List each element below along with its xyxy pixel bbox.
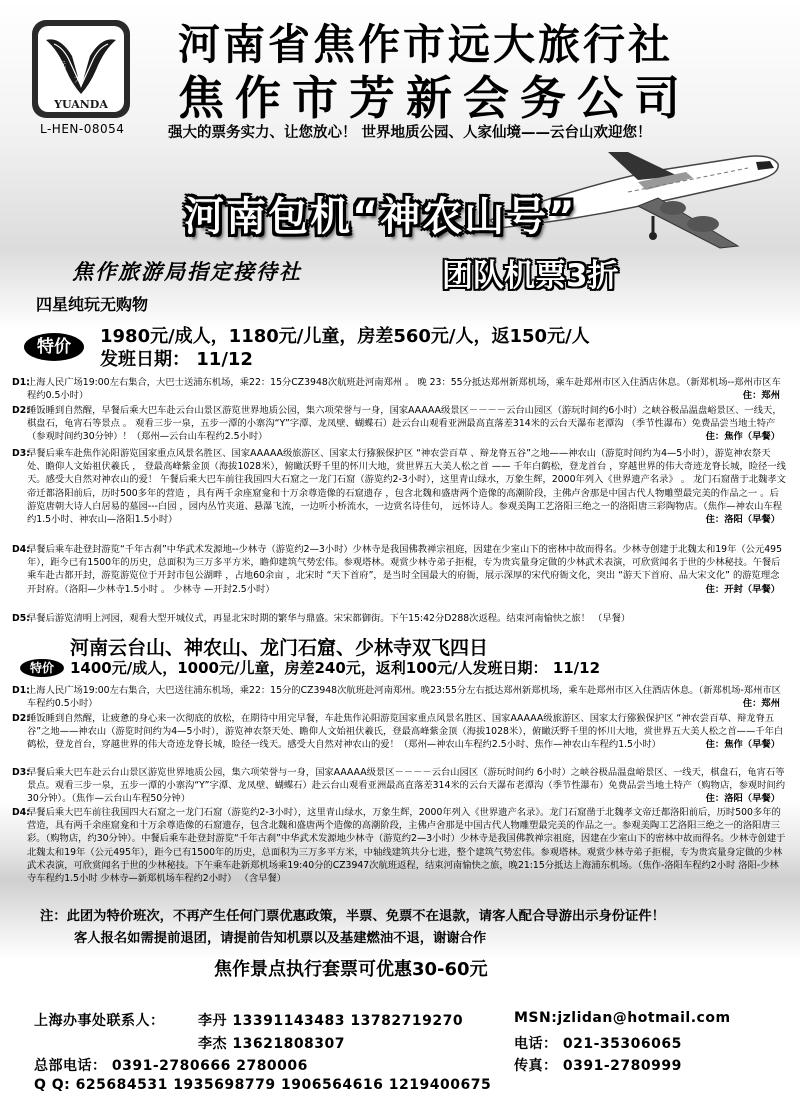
day-label: D1: [12, 377, 30, 388]
special-price-badge: 特价 [20, 659, 64, 677]
special-price-badge: 特价 [24, 333, 84, 361]
itinerary-day [12, 806, 788, 885]
office-phone: 电话： 021-35306065 [514, 1036, 682, 1052]
day-label: D1: [12, 685, 30, 696]
tour1-price: 1980元/成人，1180元/儿童，房差560元/人，返150元/人 [100, 326, 590, 347]
day-text: 早餐后乘车赴焦作沁阳游览国家重点风景名胜区、国家AAAAA级旅游区、国家太行猕猴保护区 “神农尝百草 、辩龙脊五谷”之地——神农山（游览时间约为4—5小时），游览神农祭天处、瞻仰人文始祖伏羲氏 ， 登最高峰紫金顶（海拔1028米），俯瞰沃野千里的怀川大地，赏世界五大美人松之首 —— 千年白鹤松，登龙首台 ，穿越世界的伟大奇迹龙脊长城，睑径一线天。感受大自然对神农山的爱！ 午餐后乘大巴车前往我国四大石窟之一龙门石窟（游览约2-3小时），这里青山绿水，万象生辉，2000年列入《世界遗产名录》 。 龙门石窟凿于北魏孝文帝迁都洛阳前后，历时500多年的营造 ，具有两千余座窟龛和十万余尊造像的石窟遗存 ，包含北魏和盛唐两个造像的高潮阶段，主佛卢舍那是中国古代人物雕塑最完美的作品之一 。后游览唐朝大诗人白居易的墓园---白园 ，园内丛竹夹道、悬瀑飞流，一边听小桥流水，一边赏名诗佳句， 远怀诗人。参观美陶工艺洛阳三绝之一的洛阳唐三彩陶物店。（焦作—神农山车程约1.5小时、神农山—洛阳1.5小时） [27, 448, 786, 526]
qq-numbers: Q Q: 625684531 1935698779 1906564616 1219400675 [34, 1077, 492, 1093]
slogan: 强大的票务实力、让您放心！ 世界地质公园、人家仙境——云台山欢迎您！ [168, 125, 652, 141]
tour1-departure: 发班日期： 11/12 [100, 349, 253, 370]
notice [40, 906, 665, 950]
day-label: D2: [12, 713, 30, 724]
day-label: D4: [12, 807, 30, 818]
day-stay: 住：郑州 [739, 389, 780, 402]
itinerary-day [12, 447, 788, 526]
agency-title: 河南省焦作市远大旅行社 [178, 20, 674, 69]
itinerary-day [12, 712, 788, 752]
day-stay: 住：焦作（早餐） [702, 430, 780, 443]
day-stay: 住：焦作（早餐） [702, 738, 780, 751]
designated-agency: 焦作旅游局指定接待社 [72, 260, 302, 284]
tour2-title: 河南云台山、神农山、龙门石窟、少林寺双飞四日 [70, 637, 489, 659]
itinerary-day [12, 376, 788, 402]
msn-contact: MSN:jzlidan@hotmail.com [514, 1010, 731, 1026]
notice-line: 注：此团为特价班次，不再产生任何门票优惠政策，半票、免票不在退款，请客人配合导游出示身份证件！ [40, 909, 665, 924]
day-text: 上海人民广场19:00左右集合，大巴士送浦东机场，乘22：15分CZ3948次航班赴河南郑州 。 晚 23：55分抵达郑州新郑机场，乘车赴郑州市区入住酒店休息。（新郑机场--郑州市区车程约0.5小时） [27, 377, 781, 402]
contact-person-2: 李杰 13621808307 [198, 1036, 346, 1052]
svg-text:大: 大 [74, 75, 82, 84]
charter-headline: 河南包机“神农山号” [184, 194, 577, 240]
itinerary-day [12, 766, 788, 806]
itinerary-day [12, 404, 788, 444]
logo-wordmark: YUANDA [54, 98, 108, 111]
day-text: 早餐后乘大巴车前往我国四大石窟之一龙门石窟（游览约2-3小时），这里青山绿水，万象生辉，2000年列入《世界遗产名录》。龙门石窟凿于北魏孝文帝迁都洛阳前后，历时500多年的营造，具有两千余座窟龛和十万余尊造像的石窟遗存，包含北魏和盛唐两个造像的高潮阶段，主佛卢舍那是中国古代人物雕塑最完美的作品之一。参观美陶工艺洛阳三绝之一的洛阳唐三彩。（购物店，约30分钟）。中餐后乘车赴登封游览“千年古刹”中华武术发源地少林寺（游览约2—3小时）少林寺是我国佛教禅宗祖庭，因建在少室山下的密林中故而得名。少林寺创建于北魏太和19年（公元495年），距今已有1500年的历史，总面积为三万多平方米，中轴线建筑共分七进，整个建筑气势宏伟。参观塔林。观赏少林寺弟子拒棍，专为贵宾量身定做的少林武术表演，可欣赏闻名于世的少林秘技。下午乘车赴新郑机场乘19:40分的CZ3947次航班返程，结束河南愉快之旅，晚21:15分抵达上海浦东机场。（焦作-洛阳车程约2小时 洛阳-少林寺车程约1.5小时 少林寺—新郑机场车程约2小时） （含早餐） [27, 807, 786, 885]
day-label: D2: [12, 405, 30, 416]
itinerary-day [12, 612, 788, 625]
yuanda-logo [32, 20, 130, 118]
day-text: 睡饭睡到自然醒，早餐后乘大巴车赴云台山景区游览世界地质公园，集六项荣誉与一身，国家AAAAA级景区－－－－云台山园区（游玩时间约6小时）之峡谷极品温盘峪景区、一线天，棋盘石，龟宵石等景点 。 观看三步一泉，五步一潭的小寨沟“Y”字潭、龙凤壁、蝴蝶石）赴云台山观看亚洲最高直落差314米的云台天瀑布老潭沟 （季节性瀑布）免费品尝当地土特产（参观时间约30分钟）！（郑州—云台山车程约2.5小时） [27, 405, 782, 443]
tour2-price: 1400元/成人，1000元/儿童，房差240元，返利100元/人发班日期： 11/12 [70, 659, 601, 677]
day-stay: 住：洛阳（早餐） [702, 792, 780, 805]
license-code: L-HEN-08054 [40, 122, 125, 136]
day-label: D3: [12, 767, 30, 778]
notice-line: 客人报名如需提前退团，请提前告知机票以及基建燃油不退，谢谢合作 [74, 931, 487, 946]
day-text: 睡饭睡到自然醒，让疲惫的身心来一次彻底的放松，在期待中用完早餐，车赴焦作沁阳游览国家重点风景名胜区、国家AAAAA级旅游区、国家太行猕猴保护区 “神农尝百草、辩龙脊五谷”之地——神农山（游览时间约为4—5小时），游览神农祭天处、瞻仰人文始祖伏羲氏，登最高峰紫金顶（海拔1028米），俯瞰沃野千里的怀川大地，赏世界五大美人松之首——千年白鹤松，登龙首台，穿越世界的伟大奇迹龙脊长城，睑径一线天。感受大自然对神农山的爱！（郑州—神农山车程约2.5小时、焦作—神农山车程约1.5小时） [27, 713, 784, 751]
fax-number: 传真： 0391-2780999 [514, 1058, 682, 1074]
day-label: D4: [12, 544, 30, 555]
itinerary-day [12, 684, 788, 710]
company-title: 焦作市芳新会务公司 [178, 71, 691, 125]
contact-person-1: 李丹 13391143483 13782719270 [198, 1013, 464, 1029]
day-stay: 住：洛阳（早餐） [702, 513, 780, 526]
day-label: D5: [12, 613, 30, 624]
group-ticket-offer: 团队机票3折 [442, 258, 619, 294]
tour1-title: 四星纯玩无购物 [36, 295, 149, 314]
itinerary-day [12, 543, 788, 596]
day-label: D3: [12, 448, 30, 459]
day-text: 上海人民广场19:00左右集合，大巴送往浦东机场，乘22：15分的CZ3948次航班赴河南郑州。晚23:55分左右抵达郑州新郑机场，乘车赴郑州市区入住酒店休息。（新郑机场-郑州市区车程约0.5小时） [27, 685, 781, 710]
day-stay: 住：开封（早餐） [702, 583, 780, 596]
ticket-discount: 焦作景点执行套票可优惠30-60元 [214, 959, 488, 980]
day-text: 早餐后乘车赴登封游览“千年古刹”中华武术发源地--少林寺（游览约2—3小时）少林寺是我国佛教禅宗祖庭，因建在少室山下的密林中故而得名。少林寺创建于北魏太和19年（公元495年），距今已有1500年的历史，总面积为三万多平方米，瞻仰建筑气势宏伟。参观塔林。观赏少林寺弟子拒棍，专为贵宾量身定做的少林武术表演，可欣赏闻名于世的少林秘技。午餐后乘车赴古都开封，游览游览位于开封市包公湖畔 ，占地60余亩 ，北宋时 “天下首府”，是当时全国最大的府衙，展示深厚的宋代府衙文化，突出 “游天下首府、品大宋文化” 的游览理念开封府。（洛阳—少林寺1.5小时 。 少林寺 —开封2.5小时） [27, 544, 783, 595]
svg-text:远: 远 [58, 61, 66, 70]
day-stay: 住：郑州 [739, 697, 780, 710]
office-contact-label: 上海办事处联系人： [34, 1013, 165, 1029]
day-text: 早餐后游览清明上河园，观看大型开城仪式，再显北宋时期的繁华与鼎盛。宋宋都御街。下午15:42分D288次返程。结束河南愉快之旅！ （早餐） [27, 613, 631, 624]
hq-phone: 总部电话： 0391-2780666 2780006 [34, 1058, 308, 1074]
day-text: 早餐后乘大巴车赴云台山景区游览世界地质公园，集六项荣誉与一身，国家AAAAA级景区－－－－云台山园区（游玩时间约 6小时）之峡谷极品温盘峪景区、一线天，棋盘石，龟宵石等景点。观看三步一泉，五步一潭的小寨沟“Y”字潭、龙凤壁、蝴蝶石）赴云台山观看亚洲最高直落差314米的云台天瀑布老潭沟（季节性瀑布）免费品尝当地土特产（购物店，参观时间约30分钟）。（焦作—云台山车程50分钟） [27, 767, 786, 805]
